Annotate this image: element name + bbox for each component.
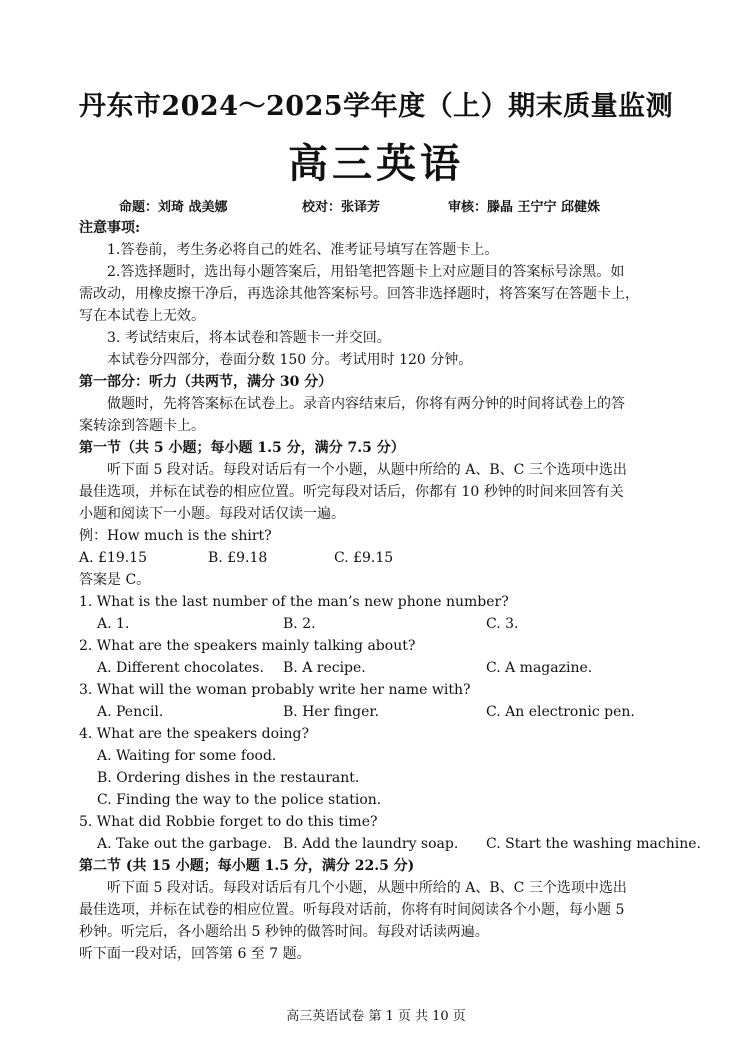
part1-heading: 第一部分：听力（共两节，满分 30 分） xyxy=(79,374,333,390)
author-credit: 命题：刘琦 战美娜 xyxy=(119,200,228,215)
section1-heading: 第一节（共 5 小题；每小题 1.5 分，满分 7.5 分） xyxy=(79,440,405,456)
question-3: 3. What will the woman probably write her name with? xyxy=(79,682,471,698)
proof-credit: 校对：张译芳 xyxy=(302,200,381,215)
section2-intro-line-1: 听下面 5 段对话。每段对话后有几个小题，从题中所给的 A、B、C 三个选项中选出 xyxy=(107,880,627,896)
question-4: 4. What are the speakers doing? xyxy=(79,726,310,742)
question-1-option-b: B. 2. xyxy=(283,616,316,632)
notice-item-4: 本试卷分四部分，卷面分数 150 分。考试用时 120 分钟。 xyxy=(107,352,473,368)
question-3-option-a: A. Pencil. xyxy=(97,704,164,720)
section2-heading: 第二节 (共 15 小题；每小题 1.5 分，满分 22.5 分) xyxy=(79,858,415,874)
section2-next: 听下面一段对话，回答第 6 至 7 题。 xyxy=(79,946,311,962)
example-option-c: C. £9.15 xyxy=(334,550,394,566)
notice-item-3: 3. 考试结束后，将本试卷和答题卡一并交回。 xyxy=(107,330,391,346)
question-2-option-a: A. Different chocolates. xyxy=(97,660,264,676)
part1-intro-line-2: 案转涂到答题卡上。 xyxy=(79,418,205,434)
page-footer: 高三英语试卷 第 1 页 共 10 页 xyxy=(286,1009,466,1024)
question-1-option-c: C. 3. xyxy=(486,616,519,632)
example-option-a: A. £19.15 xyxy=(79,550,147,566)
example-question: 例：How much is the shirt? xyxy=(79,528,272,544)
question-5-option-c: C. Start the washing machine. xyxy=(486,836,701,852)
question-1: 1. What is the last number of the man’s new phone number? xyxy=(79,594,509,610)
question-5-option-b: B. Add the laundry soap. xyxy=(283,836,459,852)
part1-intro-line-1: 做题时，先将答案标在试卷上。录音内容结束后，你将有两分钟的时间将试卷上的答 xyxy=(107,396,625,412)
section2-intro-line-3: 秒钟。听完后，各小题给出 5 秒钟的做答时间。每段对话读两遍。 xyxy=(79,924,489,940)
section1-intro-line-2: 最佳选项，并标在试卷的相应位置。听完每段对话后，你都有 10 秒钟的时间来回答有关 xyxy=(79,484,624,500)
example-answer: 答案是 C。 xyxy=(79,572,151,588)
question-4-option-c: C. Finding the way to the police station. xyxy=(97,792,382,808)
question-1-option-a: A. 1. xyxy=(97,616,130,632)
question-2-option-c: C. A magazine. xyxy=(486,660,593,676)
exam-title: 丹东市2024～2025学年度（上）期末质量监测 xyxy=(78,91,674,122)
question-5-option-a: A. Take out the garbage. xyxy=(97,836,272,852)
notice-item-2-line-2: 需改动，用橡皮擦干净后，再选涂其他答案标号。回答非选择题时，将答案写在答题卡上， xyxy=(79,286,639,302)
example-option-b: B. £9.18 xyxy=(208,550,268,566)
notice-item-2-line-1: 2.答选择题时，选出每小题答案后，用铅笔把答题卡上对应题目的答案标号涂黑。如 xyxy=(107,264,625,280)
review-credit: 审核：滕晶 王宁宁 邱健姝 xyxy=(448,200,601,215)
question-4-option-a: A. Waiting for some food. xyxy=(97,748,277,764)
notice-item-1: 1.答卷前，考生务必将自己的姓名、准考证号填写在答题卡上。 xyxy=(107,242,499,258)
question-2: 2. What are the speakers mainly talking about? xyxy=(79,638,416,654)
question-5: 5. What did Robbie forget to do this time? xyxy=(79,814,378,830)
section1-intro-line-1: 听下面 5 段对话。每段对话后有一个小题，从题中所给的 A、B、C 三个选项中选出 xyxy=(107,462,627,478)
subject-title: 高三英语 xyxy=(288,140,464,187)
notice-item-2-line-3: 写在本试卷上无效。 xyxy=(79,308,205,324)
question-4-option-b: B. Ordering dishes in the restaurant. xyxy=(97,770,360,786)
question-3-option-c: C. An electronic pen. xyxy=(486,704,635,720)
question-2-option-b: B. A recipe. xyxy=(283,660,366,676)
notice-heading: 注意事项: xyxy=(79,220,141,236)
question-3-option-b: B. Her finger. xyxy=(283,704,380,720)
section1-intro-line-3: 小题和阅读下一小题。每段对话仅读一遍。 xyxy=(79,506,345,522)
section2-intro-line-2: 最佳选项，并标在试卷的相应位置。听每段对话前，你将有时间阅读各个小题，每小题 5 xyxy=(79,902,625,918)
